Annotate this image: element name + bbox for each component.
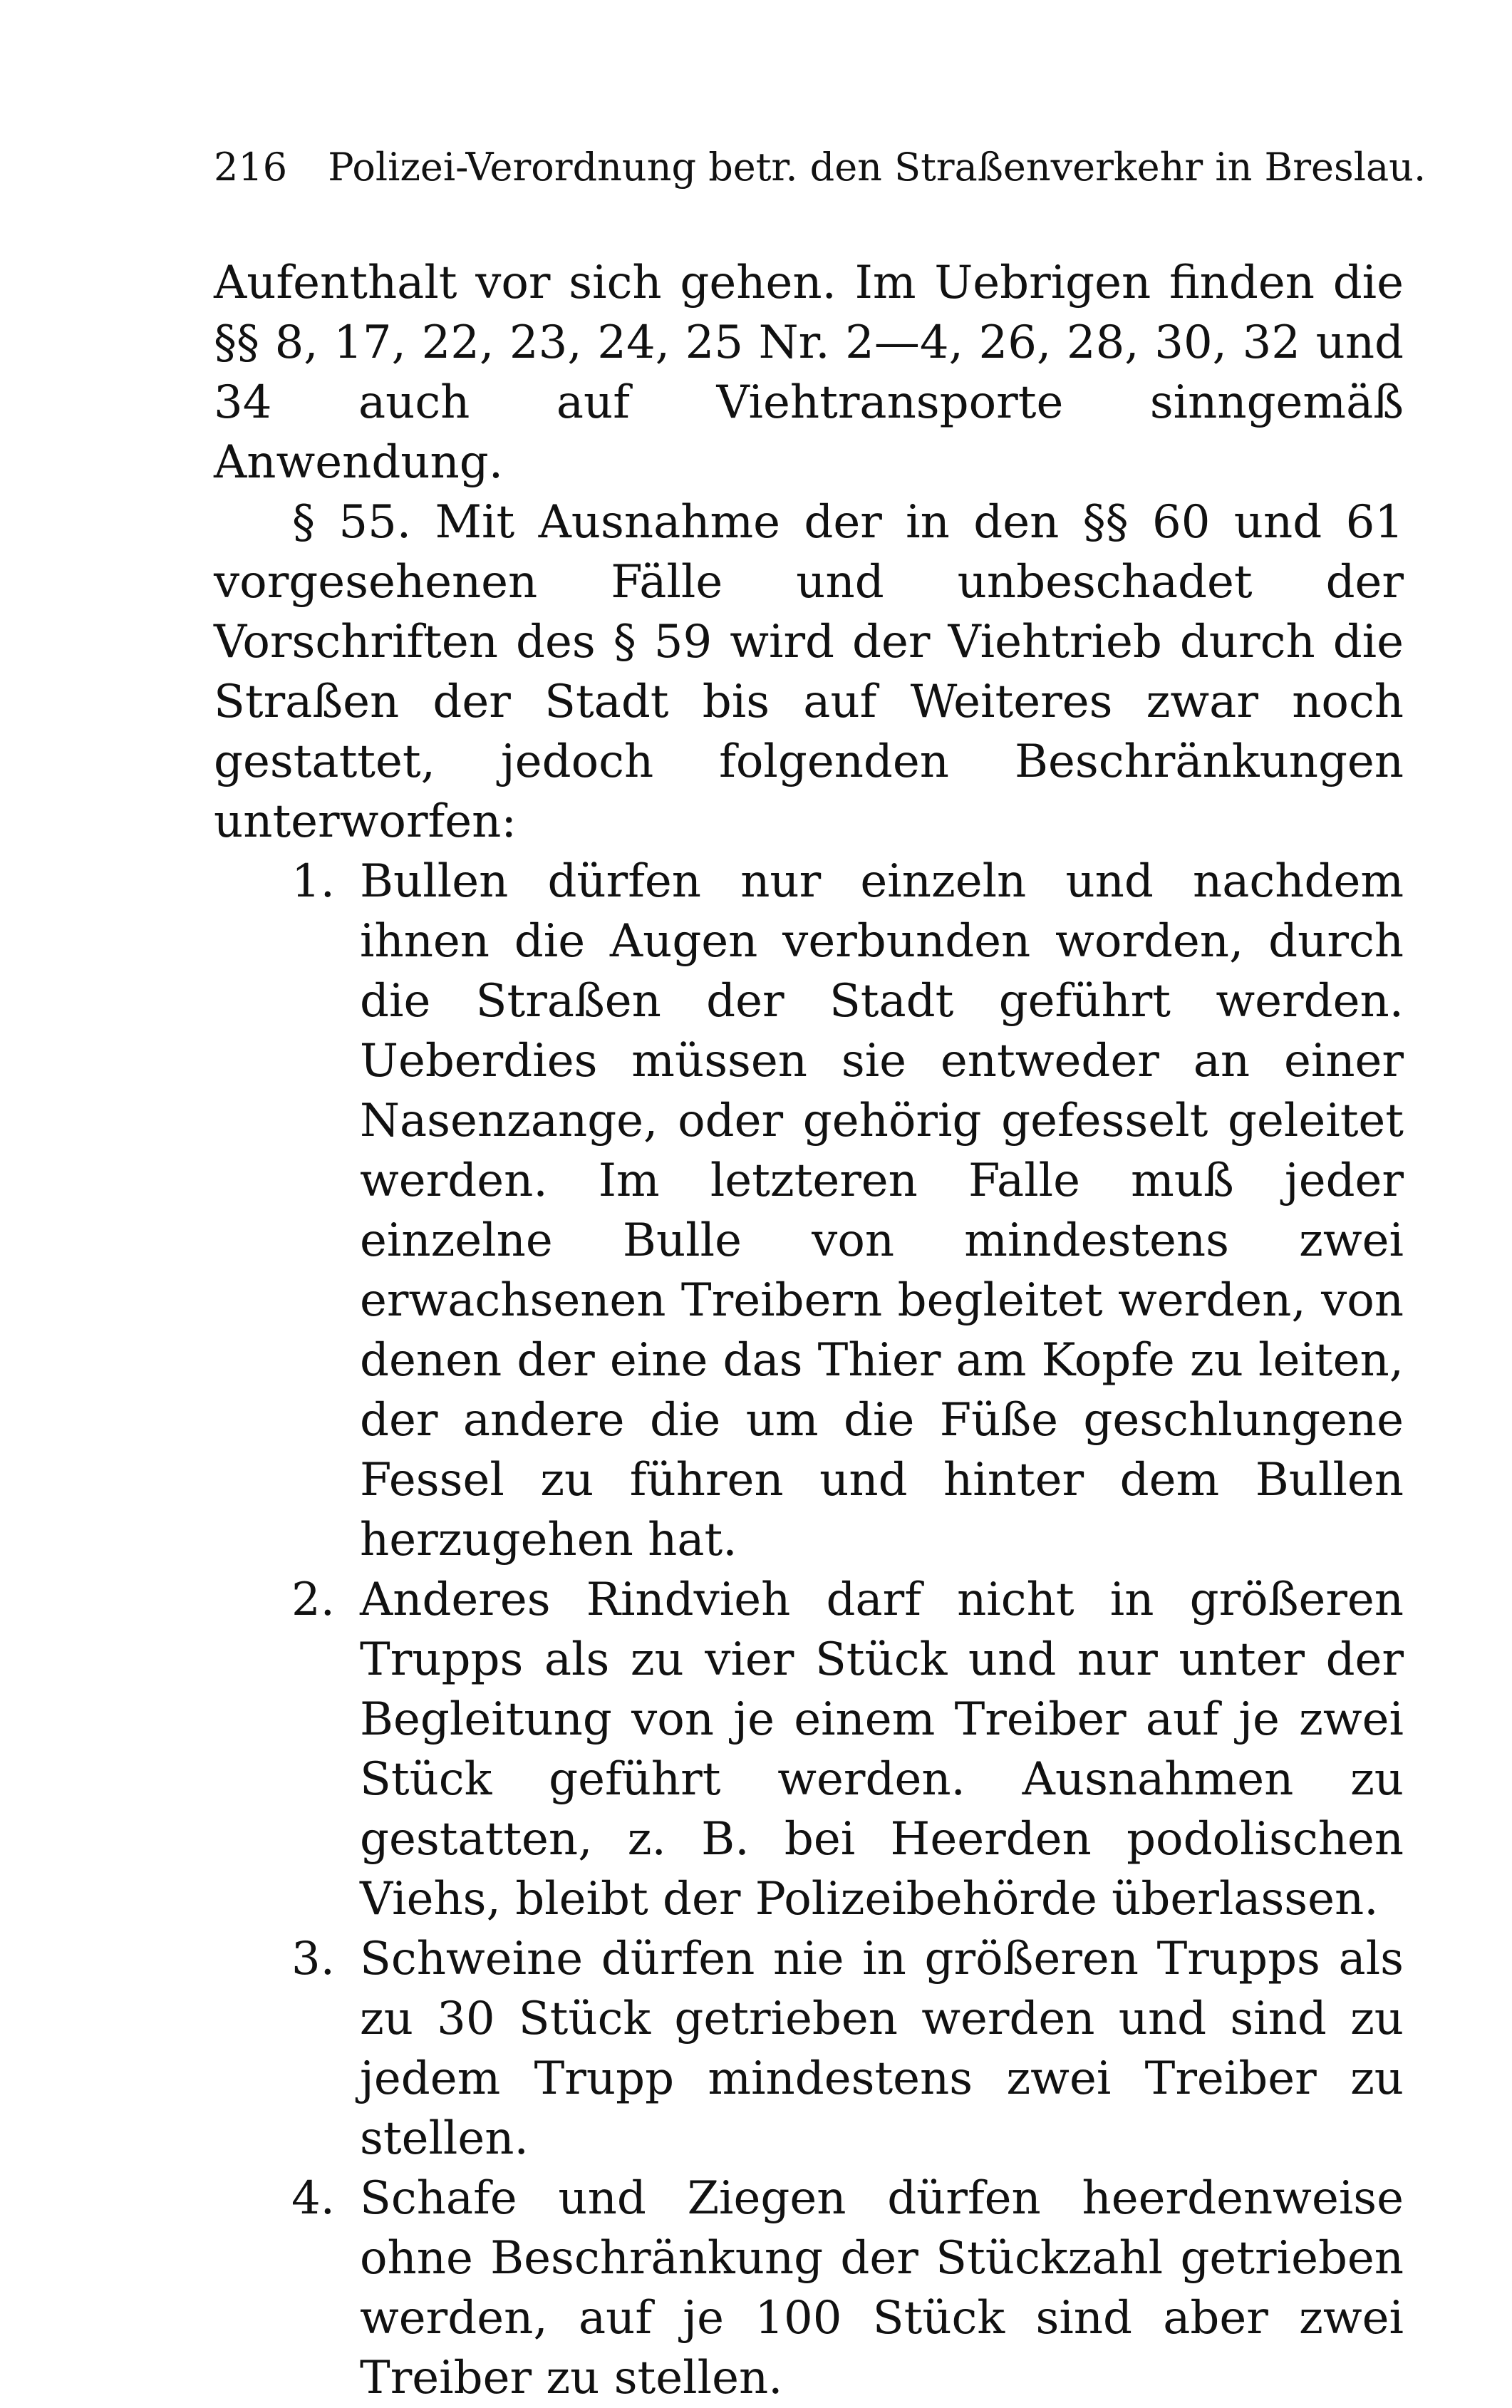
item-number: 1. [291,855,335,908]
list-item [214,852,1404,1570]
list-item [214,1570,1404,1929]
page-header [214,139,1426,196]
list-item [214,1929,1404,2169]
list-item [214,2169,1404,2408]
item-text: Schweine dürfen nie in größeren Trupps als zu 30 Stück getrieben werden und sind zu jedem Trupp mindestens zwei Treiber zu stellen. [360,1933,1404,2165]
item-text: Bullen dürfen nur einzeln und nachdem ihnen die Augen verbunden worden, durch die Straßen der Stadt geführt werden. Ueberdies müssen sie entweder an einer Nasenzange, oder gehörig gefesselt geleitet werden. Im letzteren Falle muß jeder einzelne Bulle von mindestens zwei erwachsenen Treibern begleitet werden, von denen der eine das Thier am Kopfe zu leiten, der andere die um die Füße geschlungene Fessel zu führen und hinter dem Bullen herzugehen hat. [360,855,1404,1566]
item-text: Anderes Rindvieh darf nicht in größeren Trupps als zu vier Stück und nur unter der Begleitung von je einem Treiber auf je zwei Stück geführt werden. Ausnahmen zu gestatten, z. B. bei Heerden podolischen Viehs, bleibt der Polizeibehörde überlassen. [360,1574,1404,1926]
page-body [214,253,1404,2408]
item-number: 4. [291,2172,335,2225]
running-title: Polizei-Verordnung betr. den Straßenverkehr in Breslau. [328,145,1426,190]
continuation-paragraph: Aufenthalt vor sich gehen. Im Uebrigen finden die §§ 8, 17, 22, 23, 24, 25 Nr. 2—4, 26, 28, 30, 32 und 34 auch auf Viehtransporte sinngemäß Anwendung. [214,257,1404,489]
item-number: 3. [291,1933,335,1985]
section-55-paragraph: § 55. Mit Ausnahme der in den §§ 60 und 61 vorgesehenen Fälle und unbeschadet der Vorschriften des § 59 wird der Viehtrieb durch die Straßen der Stadt bis auf Weiteres zwar noch gestattet, jedoch folgenden Beschränkungen unterworfen: [214,496,1404,848]
restrictions-list [214,852,1404,2408]
item-number: 2. [291,1574,335,1626]
item-text: Schafe und Ziegen dürfen heerdenweise ohne Beschränkung der Stückzahl getrieben werden, auf je 100 Stück sind aber zwei Treiber zu stellen. [360,2172,1404,2404]
page-number: 216 [214,145,288,190]
